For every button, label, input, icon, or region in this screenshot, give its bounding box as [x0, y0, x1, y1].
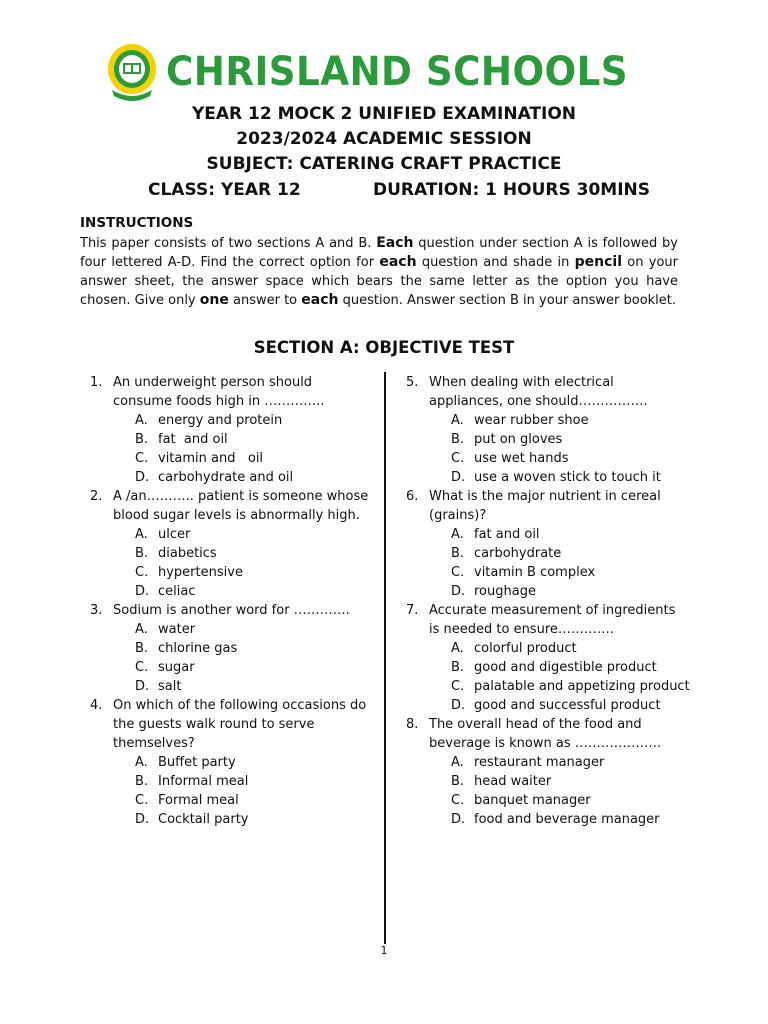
answer-option: [135, 753, 370, 772]
option-text: energy and protein: [158, 413, 283, 428]
option-text: salt: [158, 679, 182, 694]
answer-option: [451, 791, 686, 810]
answer-option: [451, 468, 686, 487]
option-text: fat and oil: [474, 527, 540, 542]
question-text: Accurate measurement of ingredients is needed to ensure………….: [429, 603, 676, 637]
answer-option: [135, 544, 370, 563]
option-text: Informal meal: [158, 774, 249, 789]
option-text: diabetics: [158, 546, 217, 561]
option-text: roughage: [474, 584, 536, 599]
option-letter: D.: [451, 698, 466, 713]
option-letter: B.: [451, 660, 465, 675]
option-text: hypertensive: [158, 565, 243, 580]
question-number: 4.: [90, 698, 103, 713]
answer-option: [135, 658, 370, 677]
answer-option: [451, 544, 686, 563]
option-text: water: [158, 622, 196, 637]
question-item: [80, 601, 370, 696]
school-name: CHRISLAND SCHOOLS: [165, 49, 628, 95]
option-letter: C.: [135, 793, 149, 808]
question-number: 6.: [406, 489, 419, 504]
question-number: 7.: [406, 603, 419, 618]
exam-title: YEAR 12 MOCK 2 UNIFIED EXAMINATION: [191, 104, 577, 124]
question-item: [80, 373, 370, 487]
option-text: restaurant manager: [474, 755, 605, 770]
answer-option: [135, 449, 370, 468]
option-letter: D.: [135, 812, 150, 827]
option-text: ulcer: [158, 527, 191, 542]
option-letter: B.: [135, 546, 149, 561]
section-a-title: SECTION A: OBJECTIVE TEST: [253, 338, 515, 357]
answer-option: [135, 791, 370, 810]
answer-option: [451, 525, 686, 544]
option-text: food and beverage manager: [474, 812, 660, 827]
academic-session: 2023/2024 ACADEMIC SESSION: [236, 129, 532, 149]
option-letter: C.: [135, 451, 149, 466]
answer-option: [451, 772, 686, 791]
question-number: 2.: [90, 489, 103, 504]
answer-option: [135, 525, 370, 544]
school-crest-icon: [106, 42, 158, 102]
question-text: Sodium is another word for ………….: [113, 603, 350, 618]
question-item: [396, 487, 686, 601]
option-letter: B.: [451, 774, 465, 789]
answer-option: [451, 639, 686, 658]
column-divider: [384, 372, 386, 944]
answer-option: [451, 658, 686, 677]
option-letter: D.: [451, 470, 466, 485]
answer-option: [135, 430, 370, 449]
option-text: put on gloves: [474, 432, 563, 447]
option-letter: A.: [135, 755, 148, 770]
questions-left-column: [80, 373, 370, 829]
question-number: 3.: [90, 603, 103, 618]
option-letter: B.: [135, 774, 149, 789]
duration-line: DURATION: 1 HOURS 30MINS: [373, 180, 651, 200]
answer-option: [135, 563, 370, 582]
question-item: [396, 601, 690, 715]
option-text: vitamin B complex: [474, 565, 596, 580]
question-text: The overall head of the food and beverage is known as ………………..: [429, 717, 662, 751]
answer-option: [451, 449, 686, 468]
answer-option: [135, 810, 370, 829]
option-letter: A.: [135, 413, 148, 428]
option-letter: C.: [135, 660, 149, 675]
option-text: fat and oil: [158, 432, 228, 447]
question-item: [80, 696, 370, 829]
question-number: 1.: [90, 375, 103, 390]
answer-option: [451, 696, 686, 715]
option-letter: D.: [451, 812, 466, 827]
option-text: chlorine gas: [158, 641, 238, 656]
answer-option: [135, 411, 370, 430]
question-item: [396, 715, 686, 829]
option-text: Buffet party: [158, 755, 236, 770]
option-text: good and successful product: [474, 698, 661, 713]
answer-option: [135, 677, 370, 696]
option-letter: C.: [135, 565, 149, 580]
question-text: What is the major nutrient in cereal (grains)?: [429, 489, 661, 523]
option-text: wear rubber shoe: [474, 413, 589, 428]
answer-option: [451, 582, 686, 601]
option-text: use a woven stick to touch it: [474, 470, 661, 485]
option-letter: A.: [451, 641, 464, 656]
answer-option: [135, 468, 370, 487]
option-letter: C.: [451, 451, 465, 466]
option-letter: D.: [135, 584, 150, 599]
option-letter: B.: [451, 546, 465, 561]
answer-option: [451, 563, 686, 582]
question-text: A /an……….. patient is someone whose blood sugar levels is abnormally high.: [113, 489, 369, 523]
option-text: palatable and appetizing product: [474, 679, 690, 694]
option-letter: A.: [135, 527, 148, 542]
questions-right-column: [396, 373, 690, 829]
option-text: Cocktail party: [158, 812, 249, 827]
question-item: [396, 373, 686, 487]
question-text: When dealing with electrical appliances, one should…………….: [429, 375, 648, 409]
option-letter: B.: [135, 641, 149, 656]
subject-line: SUBJECT: CATERING CRAFT PRACTICE: [206, 154, 562, 174]
answer-option: [451, 411, 686, 430]
option-letter: D.: [451, 584, 466, 599]
option-text: sugar: [158, 660, 195, 675]
option-text: good and digestible product: [474, 660, 657, 675]
option-text: carbohydrate: [474, 546, 562, 561]
option-text: banquet manager: [474, 793, 591, 808]
answer-option: [451, 753, 686, 772]
answer-option: [135, 772, 370, 791]
option-letter: A.: [451, 755, 464, 770]
answer-option: [451, 430, 686, 449]
option-letter: C.: [451, 793, 465, 808]
answer-option: [451, 810, 686, 829]
answer-option: [451, 677, 690, 696]
option-text: carbohydrate and oil: [158, 470, 294, 485]
option-letter: A.: [451, 413, 464, 428]
class-line: CLASS: YEAR 12: [148, 180, 301, 200]
page-number: 1: [380, 944, 388, 957]
answer-option: [135, 582, 370, 601]
question-text: On which of the following occasions do the guests walk round to serve themselves?: [113, 698, 367, 751]
question-item: [80, 487, 370, 601]
option-text: Formal meal: [158, 793, 239, 808]
option-text: use wet hands: [474, 451, 569, 466]
option-letter: A.: [451, 527, 464, 542]
option-letter: C.: [451, 565, 465, 580]
option-text: colorful product: [474, 641, 577, 656]
instructions-body: This paper consists of two sections A and B. Each question under section A is followed by four lettered A-D. Find the correct option for each question and shade in pencil on your answer sheet, the answer space which bears the same letter as the option you have chosen. Give only one answer to each question. Answer section B in your answer booklet.: [80, 235, 678, 308]
question-number: 5.: [406, 375, 419, 390]
school-logo-header: [0, 40, 768, 104]
option-letter: B.: [451, 432, 465, 447]
option-text: head waiter: [474, 774, 552, 789]
option-letter: D.: [135, 679, 150, 694]
question-number: 8.: [406, 717, 419, 732]
option-letter: D.: [135, 470, 150, 485]
option-text: celiac: [158, 584, 196, 599]
answer-option: [135, 620, 370, 639]
option-text: vitamin and oil: [158, 451, 264, 466]
option-letter: C.: [451, 679, 465, 694]
question-text: An underweight person should consume foods high in …………..: [113, 375, 325, 409]
instructions-title: INSTRUCTIONS: [80, 215, 194, 231]
answer-option: [135, 639, 370, 658]
option-letter: B.: [135, 432, 149, 447]
option-letter: A.: [135, 622, 148, 637]
